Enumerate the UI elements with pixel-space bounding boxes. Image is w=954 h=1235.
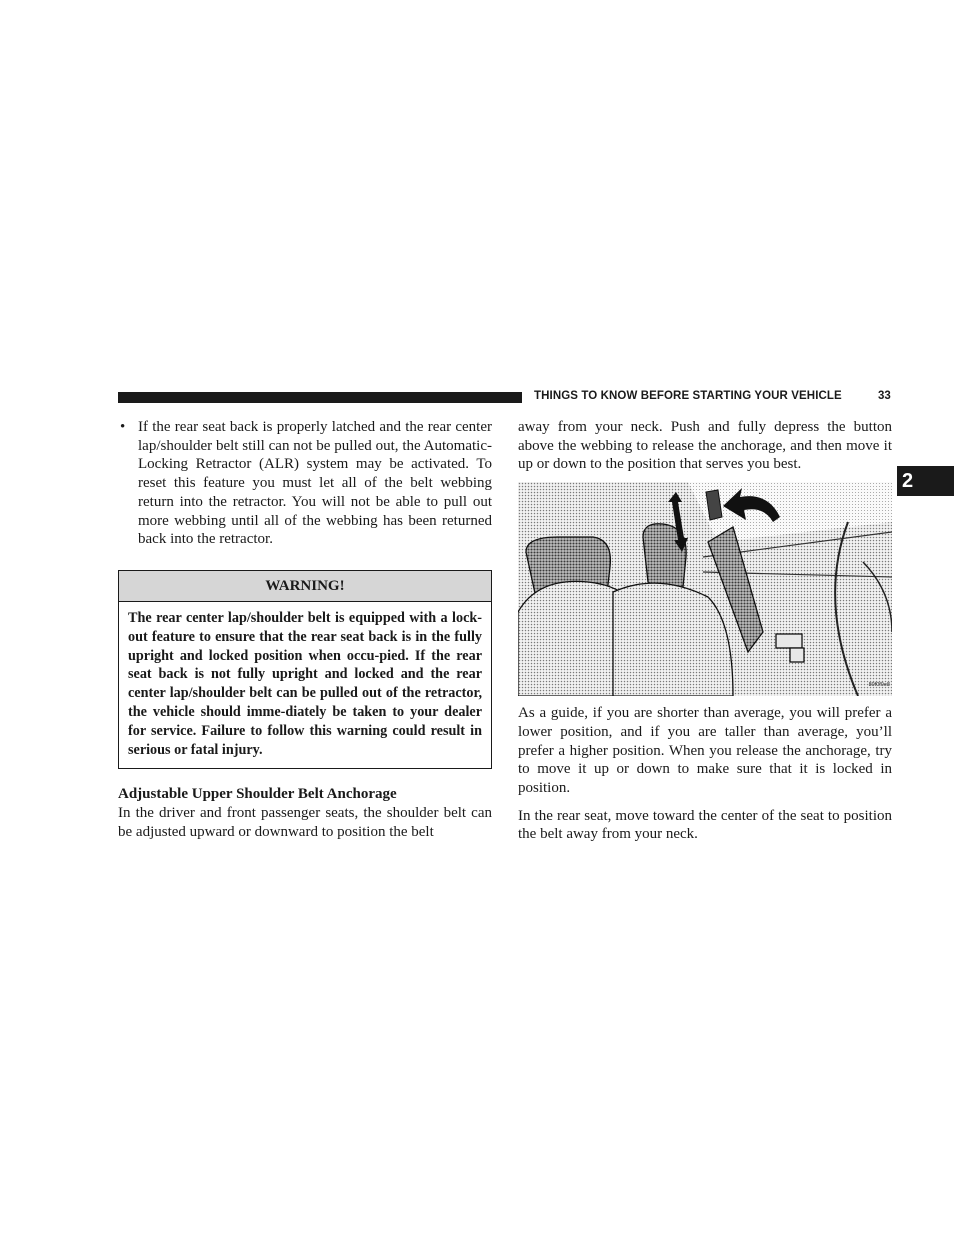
body-paragraph-continued: away from your neck. Push and fully depress the button above the webbing to release the anchorage, and then move it up or down to the position that serves you best. [518,419,892,473]
body-paragraph: As a guide, if you are shorter than average, you will prefer a lower position, and if you are taller than average, you’ll prefer a higher position. When you release the anchorage, try to move it up or down to make sure that it is locked in position. [518,705,892,796]
warning-title: WARNING! [119,571,491,602]
figure-code: 80f0f0e8 [868,682,890,689]
illustration-graphic [518,482,892,696]
section-heading: Adjustable Upper Shoulder Belt Anchorage [118,786,397,803]
left-column [118,418,492,841]
bullet-icon: • [120,419,126,435]
bullet-item [118,418,492,549]
page-number: 33 [878,390,891,402]
warning-box [118,570,492,769]
body-paragraph: In the rear seat, move toward the center of the seat to position the belt away from your neck. [518,807,892,843]
running-header-title: THINGS TO KNOW BEFORE STARTING YOUR VEHICLE [534,390,842,402]
header-rule [118,392,522,403]
chapter-tab: 2 [897,466,954,496]
bullet-text: If the rear seat back is properly latched and the rear center lap/shoulder belt still can not be pulled out, the Automatic-Locking Retractor (ALR) system may be activated. To reset this feature you must let all of the belt webbing return into the retractor. You will not be able to pull out more webbing until all of the webbing has been returned back into the retractor. [138,419,492,548]
right-column [518,418,892,844]
warning-body: The rear center lap/shoulder belt is equipped with a lock-out feature to ensure that the rear seat back is in the fully upright and locked position when occu-pied. If the rear seat back is not fully upright and locked and the rear center lap/shoulder belt can be pulled out of the retractor, the vehicle should imme-diately be taken to your dealer for service. Failure to follow this warning could result in serious or fatal injury. [128,609,482,758]
seat-belt-anchorage-illustration [518,482,892,696]
body-paragraph: In the driver and front passenger seats, the shoulder belt can be adjusted upward or downward to position the belt [118,805,492,840]
